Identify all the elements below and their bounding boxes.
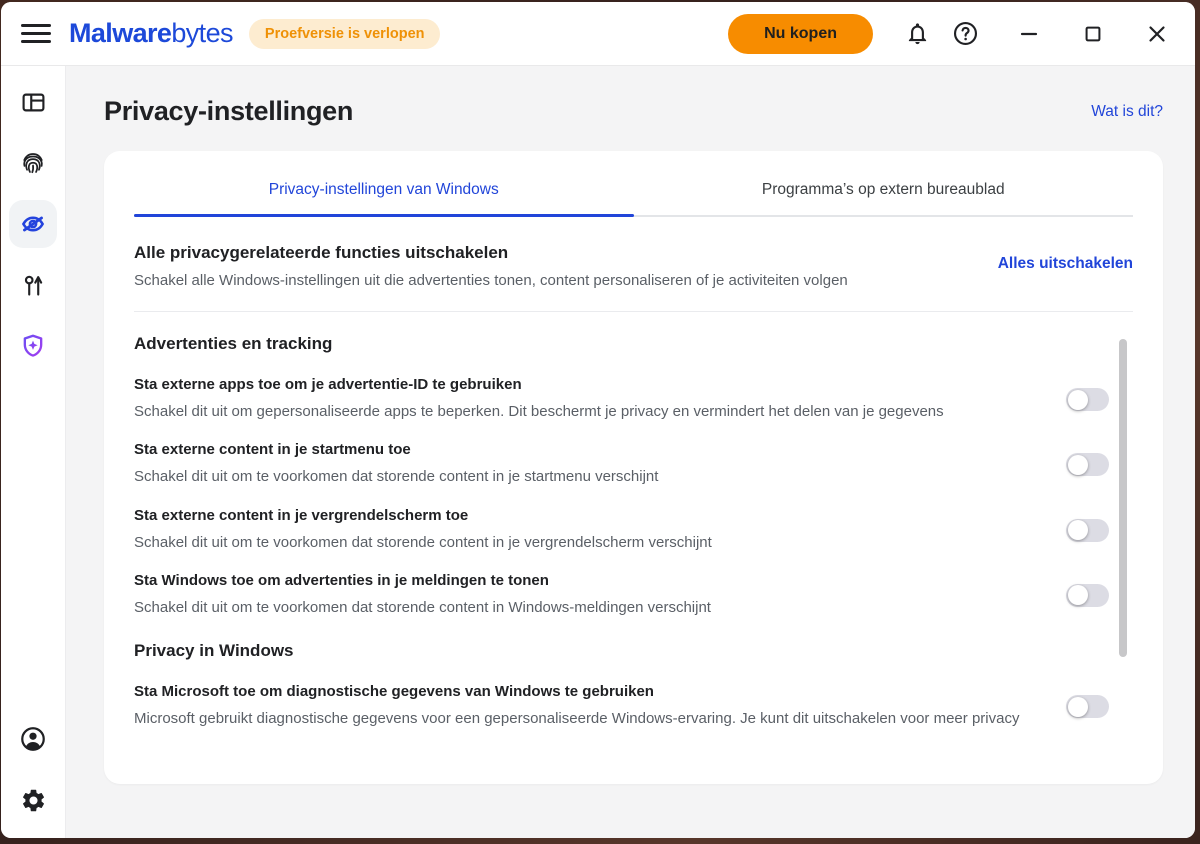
- master-toggle-section: [134, 217, 1133, 312]
- app-window: [1, 2, 1195, 838]
- setting-row-diagnostic-data: [134, 683, 1133, 730]
- top-bar: [1, 2, 1195, 66]
- trusted-advisor-shield-icon: [19, 332, 47, 360]
- sidebar-item-settings[interactable]: [9, 776, 57, 824]
- setting-row-lock-screen-content: [134, 507, 1133, 554]
- sidebar-item-account[interactable]: [9, 715, 57, 763]
- sidebar-item-dashboard[interactable]: [9, 78, 57, 126]
- setting-title: Sta Microsoft toe om diagnostische gegevens van Windows te gebruiken: [134, 683, 654, 700]
- close-icon[interactable]: [1137, 14, 1177, 54]
- sidebar-item-privacy[interactable]: [9, 200, 57, 248]
- tab-windows-privacy-settings[interactable]: Privacy-instellingen van Windows: [134, 151, 634, 217]
- setting-description: Microsoft gebruikt diagnostische gegevens voor een gepersonaliseerde Windows-ervaring. Je kunt dit uitschakelen voor meer privacy: [134, 710, 1020, 727]
- master-description: Schakel alle Windows-instellingen uit die advertenties tonen, content personaliseren of je activiteiten volgen: [134, 272, 848, 289]
- section-heading-ads-tracking: Advertenties en tracking: [134, 334, 333, 353]
- toggle-advertising-id[interactable]: [1066, 388, 1109, 411]
- setting-description: Schakel dit uit om te voorkomen dat storende content in je startmenu verschijnt: [134, 468, 659, 486]
- setting-title: Sta externe content in je startmenu toe: [134, 441, 411, 459]
- setting-description: Schakel dit uit om gepersonaliseerde apps te beperken. Dit beschermt je privacy en vermindert het delen van je gegevens: [134, 403, 944, 420]
- malwarebytes-logo: [69, 18, 233, 49]
- hamburger-menu-icon[interactable]: [21, 19, 51, 49]
- tools-icon: [20, 272, 47, 299]
- brand-light: bytes: [171, 18, 233, 48]
- notifications-bell-icon[interactable]: [897, 14, 937, 54]
- help-icon[interactable]: [945, 14, 985, 54]
- tab-bar: [134, 151, 1133, 217]
- buy-now-button[interactable]: Nu kopen: [728, 14, 873, 54]
- scrollbar[interactable]: [1119, 339, 1127, 657]
- toggle-diagnostic-data[interactable]: [1066, 695, 1109, 718]
- sidebar-item-tools[interactable]: [9, 261, 57, 309]
- tab-remote-desktop-programs[interactable]: Programma’s op extern bureaublad: [634, 151, 1134, 217]
- trial-expired-badge: Proefversie is verlopen: [249, 19, 441, 49]
- toggle-lock-screen-content[interactable]: [1066, 519, 1109, 542]
- setting-row-notification-ads: [134, 572, 1133, 619]
- sidebar: [1, 66, 66, 838]
- master-title: Alle privacygerelateerde functies uitschakelen: [134, 243, 509, 262]
- setting-row-advertising-id: [134, 376, 1133, 423]
- toggle-notification-ads[interactable]: [1066, 584, 1109, 607]
- setting-description: Schakel dit uit om te voorkomen dat storende content in Windows-meldingen verschijnt: [134, 598, 711, 616]
- disable-all-link[interactable]: Alles uitschakelen: [997, 255, 1133, 272]
- setting-description: Schakel dit uit om te voorkomen dat storende content in je vergrendelscherm verschijnt: [134, 533, 712, 551]
- privacy-eye-off-icon: [18, 209, 48, 239]
- minimize-icon[interactable]: [1009, 14, 1049, 54]
- brand-bold: Malware: [69, 18, 172, 48]
- what-is-this-link[interactable]: Wat is dit?: [1091, 102, 1163, 120]
- page-title: Privacy-instellingen: [104, 96, 354, 126]
- settings-gear-icon: [20, 787, 47, 814]
- privacy-settings-card: [104, 151, 1163, 784]
- section-heading-privacy-in-windows: Privacy in Windows: [134, 641, 294, 660]
- fingerprint-icon: [19, 149, 47, 177]
- maximize-icon[interactable]: [1073, 14, 1113, 54]
- setting-title: Sta Windows toe om advertenties in je meldingen te tonen: [134, 571, 549, 589]
- setting-title: Sta externe apps toe om je advertentie-ID te gebruiken: [134, 376, 522, 393]
- account-icon: [19, 725, 47, 753]
- main-content: [66, 66, 1195, 838]
- sidebar-item-scanner[interactable]: [9, 139, 57, 187]
- dashboard-icon: [20, 89, 47, 116]
- setting-title: Sta externe content in je vergrendelscherm toe: [134, 506, 469, 524]
- toggle-start-menu-content[interactable]: [1066, 453, 1109, 476]
- setting-row-start-menu-content: [134, 441, 1133, 488]
- sidebar-item-trusted-advisor[interactable]: [9, 322, 57, 370]
